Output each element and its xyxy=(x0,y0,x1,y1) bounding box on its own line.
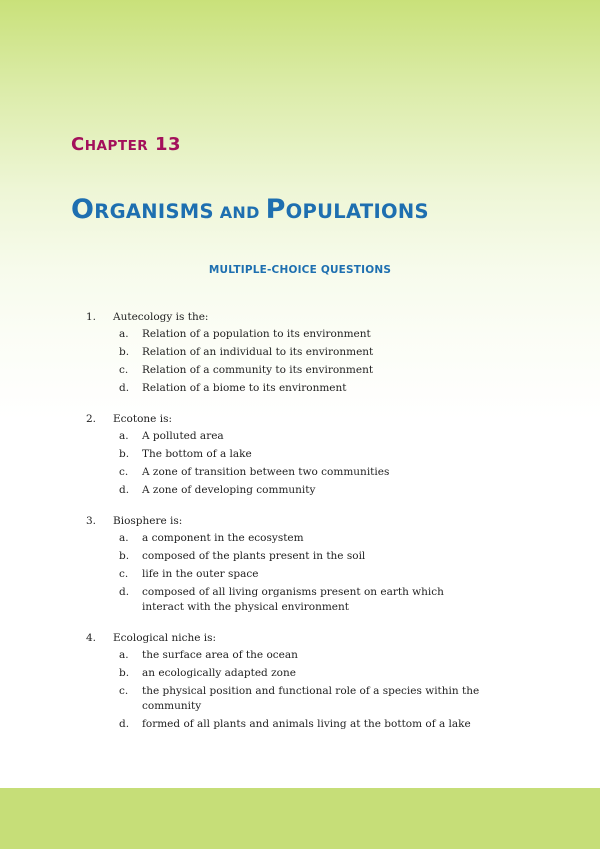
footer-band xyxy=(0,788,600,849)
option-d: d. Relation of a biome to its environment xyxy=(119,381,347,394)
option-c: c. the physical position and functional role of a species within the community xyxy=(119,684,480,712)
question-text: Ecotone is: xyxy=(113,413,173,425)
option-b: b. composed of the plants present in the soil xyxy=(119,549,366,562)
question-number: 4. xyxy=(86,632,97,644)
question-number: 1. xyxy=(86,311,97,323)
question-list xyxy=(0,307,600,745)
option-b: b. an ecologically adapted zone xyxy=(119,666,296,679)
option-a: a. the surface area of the ocean xyxy=(119,648,298,661)
option-d: d. formed of all plants and animals living at the bottom of a lake xyxy=(119,717,471,730)
option-d: d. A zone of developing community xyxy=(119,483,316,496)
question-4 xyxy=(0,628,600,733)
question-3 xyxy=(0,511,600,616)
option-c: c. Relation of a community to its environment xyxy=(119,363,374,376)
question-text: Biosphere is: xyxy=(113,515,183,527)
option-a: a. Relation of a population to its environment xyxy=(119,327,371,340)
section-heading: MULTIPLE-CHOICE QUESTIONS xyxy=(208,264,392,276)
option-b: b. Relation of an individual to its environment xyxy=(119,345,374,358)
question-number: 2. xyxy=(86,413,97,425)
chapter-label: CHAPTER 13 xyxy=(71,134,182,155)
question-2 xyxy=(0,409,600,499)
question-number: 3. xyxy=(86,515,97,527)
question-1 xyxy=(0,307,600,397)
option-a: a. A polluted area xyxy=(119,429,224,442)
page-title: ORGANISMS AND POPULATIONS xyxy=(71,194,429,225)
option-a: a. a component in the ecosystem xyxy=(119,531,304,544)
question-text: Autecology is the: xyxy=(113,311,209,323)
option-c: c. A zone of transition between two communities xyxy=(119,465,390,478)
option-d: d. composed of all living organisms present on earth which interact with the physical environment xyxy=(119,585,444,613)
option-b: b. The bottom of a lake xyxy=(119,447,252,460)
question-text: Ecological niche is: xyxy=(113,632,217,644)
option-c: c. life in the outer space xyxy=(119,567,259,580)
